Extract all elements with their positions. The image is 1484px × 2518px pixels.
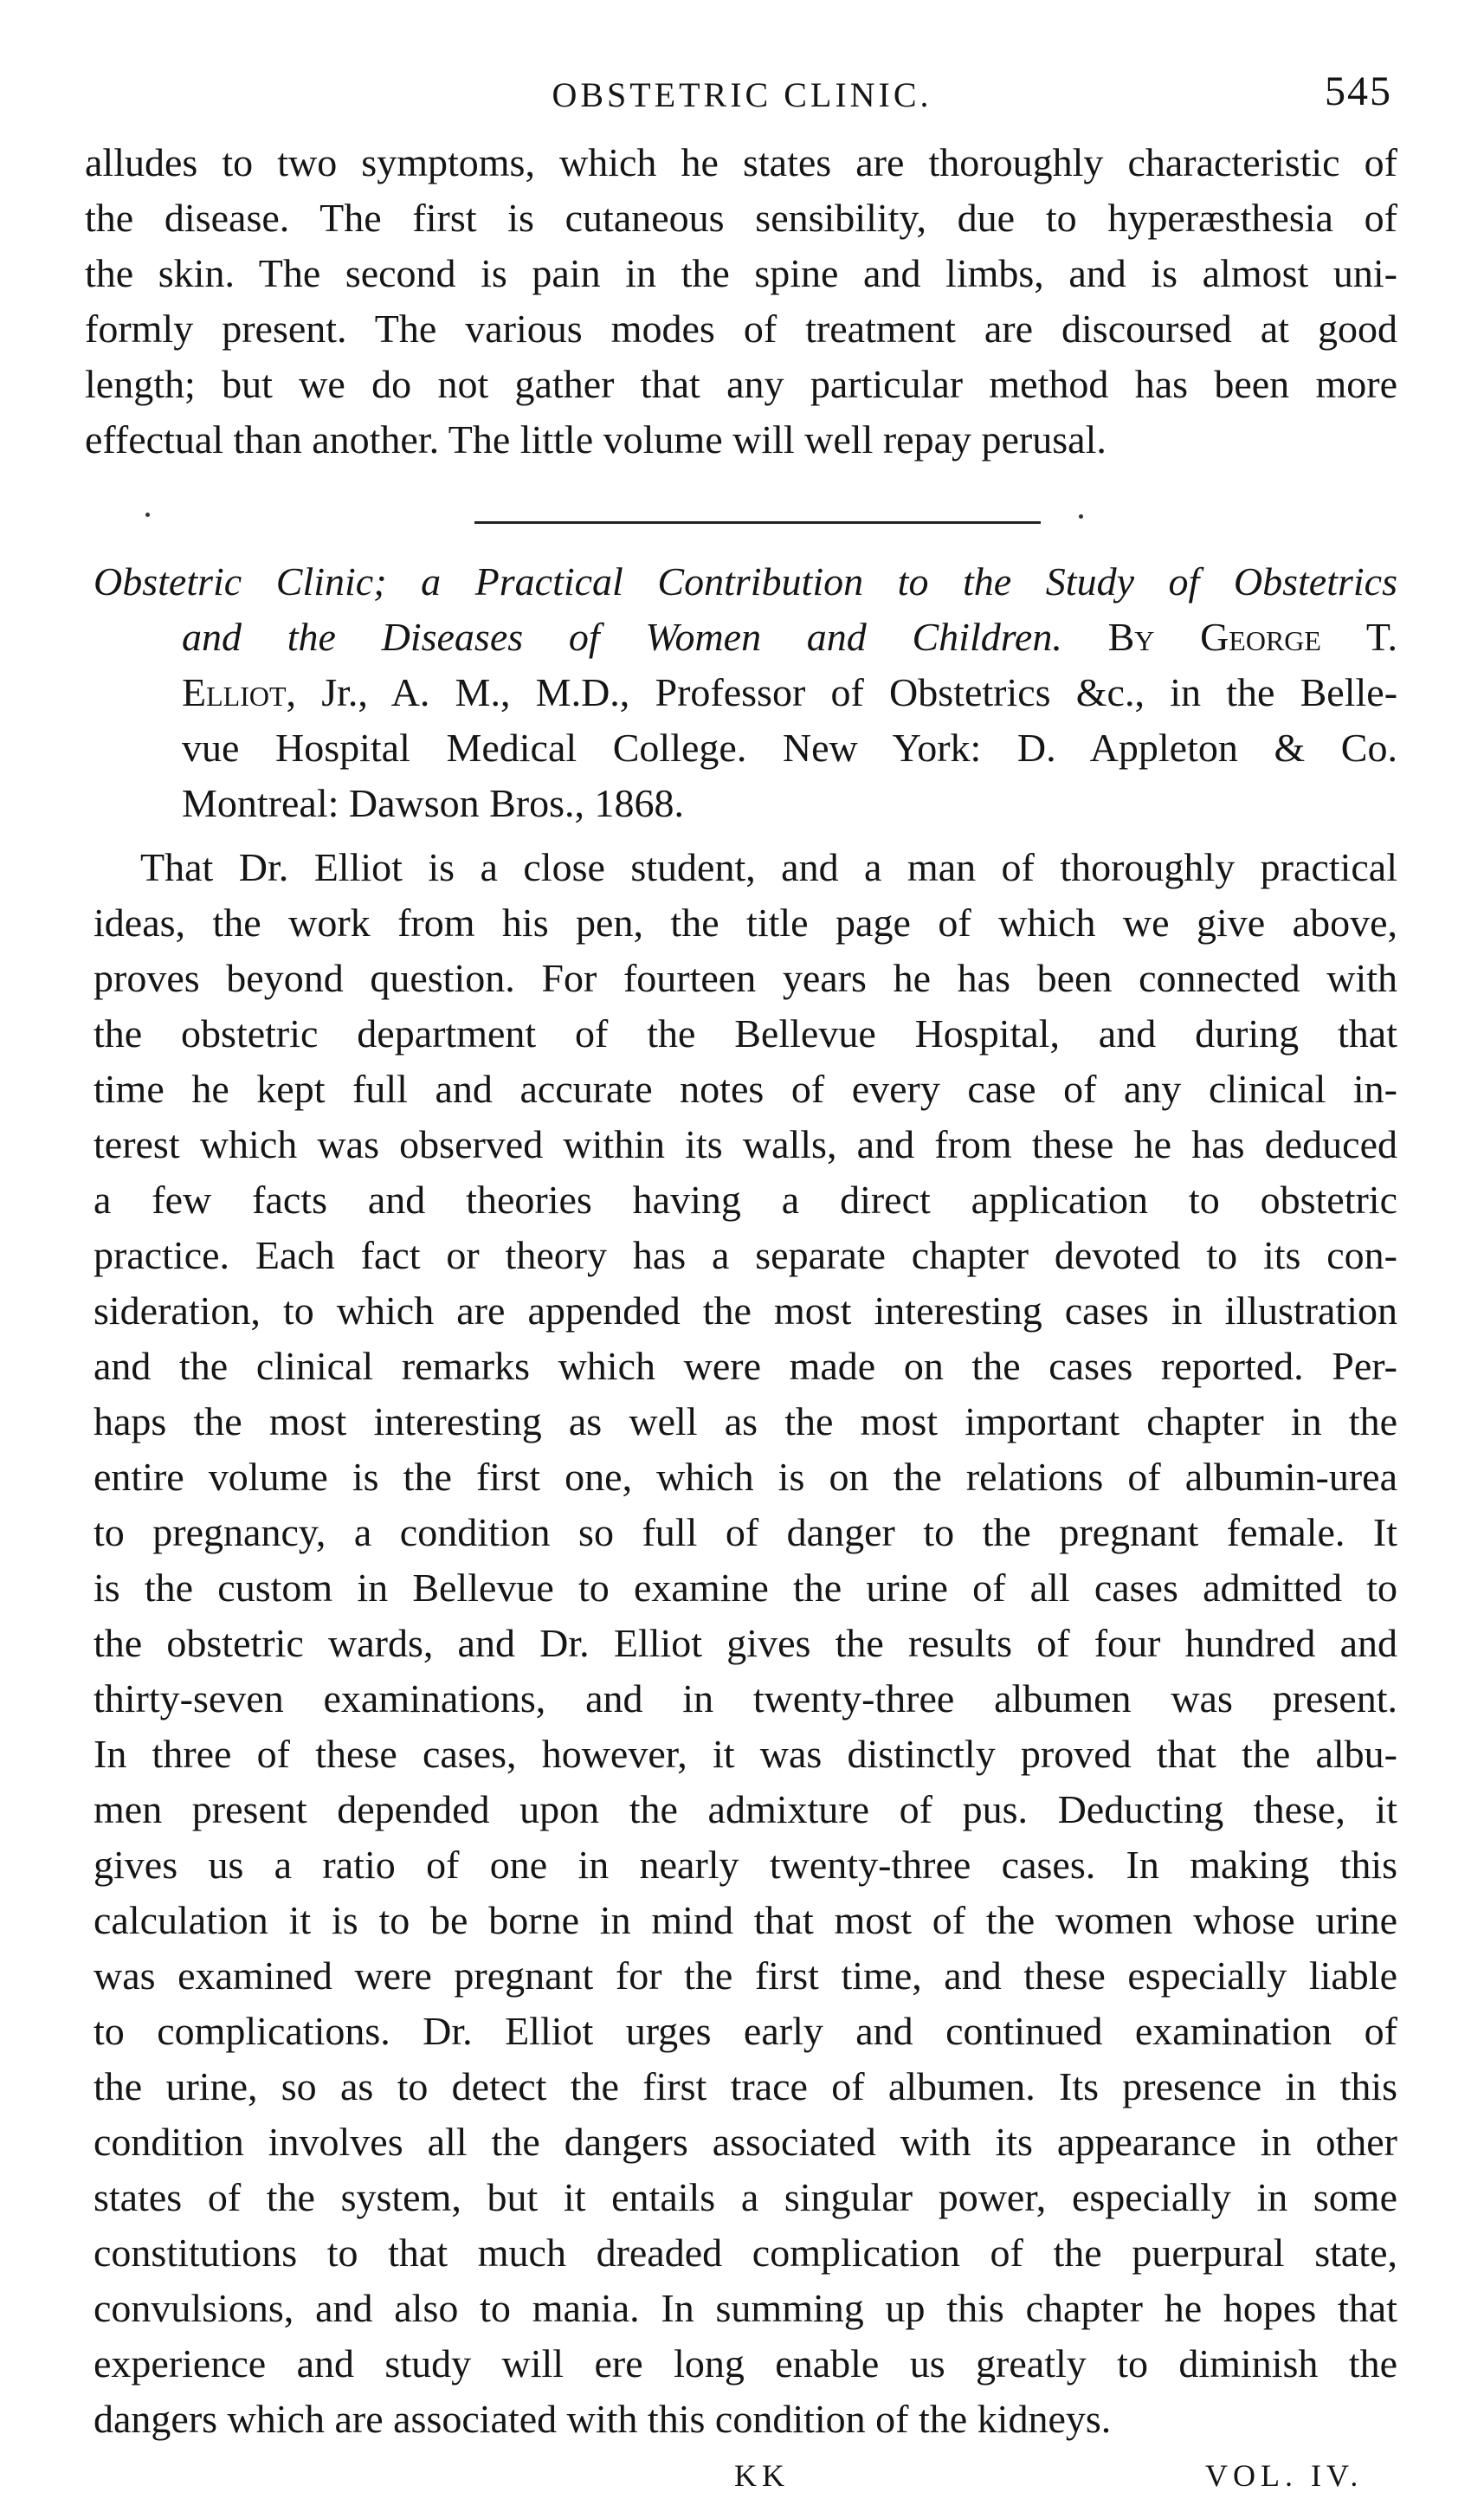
text-line: haps the most interesting as well as the most important chapter in the — [94, 1399, 1397, 1443]
text-line: In three of these cases, however, it was distinctly proved that the albu- — [94, 1732, 1397, 1776]
text-line: time he kept full and accurate notes of every case of any clinical in- — [94, 1067, 1397, 1111]
volume-mark: VOL. IV. — [1205, 2458, 1364, 2493]
text-line: men present depended upon the admixture of pus. Deducting these, it — [94, 1787, 1397, 1831]
ink-speck — [1079, 514, 1083, 519]
text-line: ideas, the work from his pen, the title page of which we give above, — [94, 901, 1397, 945]
by-label: By — [1107, 615, 1155, 659]
page-number: 545 — [1325, 68, 1392, 114]
text-line: gives us a ratio of one in nearly twenty-three cases. In making this — [94, 1843, 1397, 1887]
text-line: dangers which are associated with this condition of the kidneys. — [94, 2397, 1112, 2441]
text-line: the obstetric department of the Bellevue Hospital, and during that — [94, 1011, 1397, 1056]
text-line: a few facts and theories having a direct application to obstetric — [94, 1178, 1397, 1222]
book-author-line — [182, 667, 1397, 719]
text-line: length; but we do not gather that any particular method has been more — [85, 362, 1397, 406]
text-line: constitutions to that much dreaded complication of the puerpural state, — [94, 2231, 1397, 2275]
ink-speck — [145, 513, 150, 517]
text-line: is the custom in Bellevue to examine the urine of all cases admitted to — [94, 1566, 1397, 1610]
text-line: the urine, so as to detect the first trace of albumen. Its presence in this — [94, 2064, 1397, 2108]
book-title-text: and the Diseases of Women and Children. — [182, 615, 1062, 659]
author-credentials: Jr., A. M., M.D., Professor of Obstetrics &c., in the Belle- — [321, 670, 1398, 714]
section-divider — [474, 521, 1041, 524]
running-head — [87, 68, 1397, 126]
text-line: That Dr. Elliot is a close student, and a man of thoroughly practical — [140, 845, 1397, 889]
author-name: George T. — [1200, 615, 1398, 659]
text-line: experience and study will ere long enable us greatly to diminish the — [94, 2341, 1397, 2386]
book-publisher-line: vue Hospital Medical College. New York: D. Appleton & Co. — [182, 726, 1397, 770]
text-line: the skin. The second is pain in the spine and limbs, and is almost uni- — [85, 251, 1397, 295]
text-line: entire volume is the first one, which is on the relations of albumin-urea — [94, 1455, 1397, 1499]
text-line: to complications. Dr. Elliot urges early and continued examination of — [94, 2009, 1397, 2053]
text-line: states of the system, but it entails a singular power, especially in some — [94, 2175, 1397, 2219]
text-line: the disease. The first is cutaneous sensibility, due to hyperæsthesia of — [85, 196, 1397, 240]
book-title-line: Obstetric Clinic; a Practical Contribution to the Study of Obstetrics — [94, 559, 1397, 604]
text-line: the obstetric wards, and Dr. Elliot gives the results of four hundred and — [94, 1621, 1397, 1665]
text-line: condition involves all the dangers associated with its appearance in other — [94, 2120, 1397, 2164]
text-line: sideration, to which are appended the most interesting cases in illustration — [94, 1288, 1397, 1333]
author-surname: Elliot, — [182, 670, 297, 714]
running-title: OBSTETRIC CLINIC. — [552, 75, 932, 114]
signature-mark: KK — [734, 2458, 790, 2493]
text-line: alludes to two symptoms, which he states are thoroughly characteristic of — [85, 140, 1397, 184]
text-line: practice. Each fact or theory has a separate chapter devoted to its con- — [94, 1233, 1397, 1277]
text-line: and the clinical remarks which were made on the cases reported. Per- — [94, 1344, 1397, 1388]
book-publisher-line: Montreal: Dawson Bros., 1868. — [182, 781, 685, 825]
text-line: to pregnancy, a condition so full of danger to the pregnant female. It — [94, 1510, 1397, 1554]
text-line: formly present. The various modes of treatment are discoursed at good — [85, 307, 1397, 351]
text-line: convulsions, and also to mania. In summing up this chapter he hopes that — [94, 2286, 1397, 2330]
text-line: proves beyond question. For fourteen years he has been connected with — [94, 956, 1397, 1000]
text-line: was examined were pregnant for the first time, and these especially liable — [94, 1953, 1397, 1998]
text-line: terest which was observed within its walls, and from these he has deduced — [94, 1122, 1397, 1166]
book-title-line — [182, 611, 1397, 663]
text-line: calculation it is to be borne in mind that most of the women whose urine — [94, 1898, 1397, 1942]
text-line: effectual than another. The little volume will well repay perusal. — [85, 417, 1107, 462]
text-line: thirty-seven examinations, and in twenty-three albumen was present. — [94, 1676, 1397, 1721]
